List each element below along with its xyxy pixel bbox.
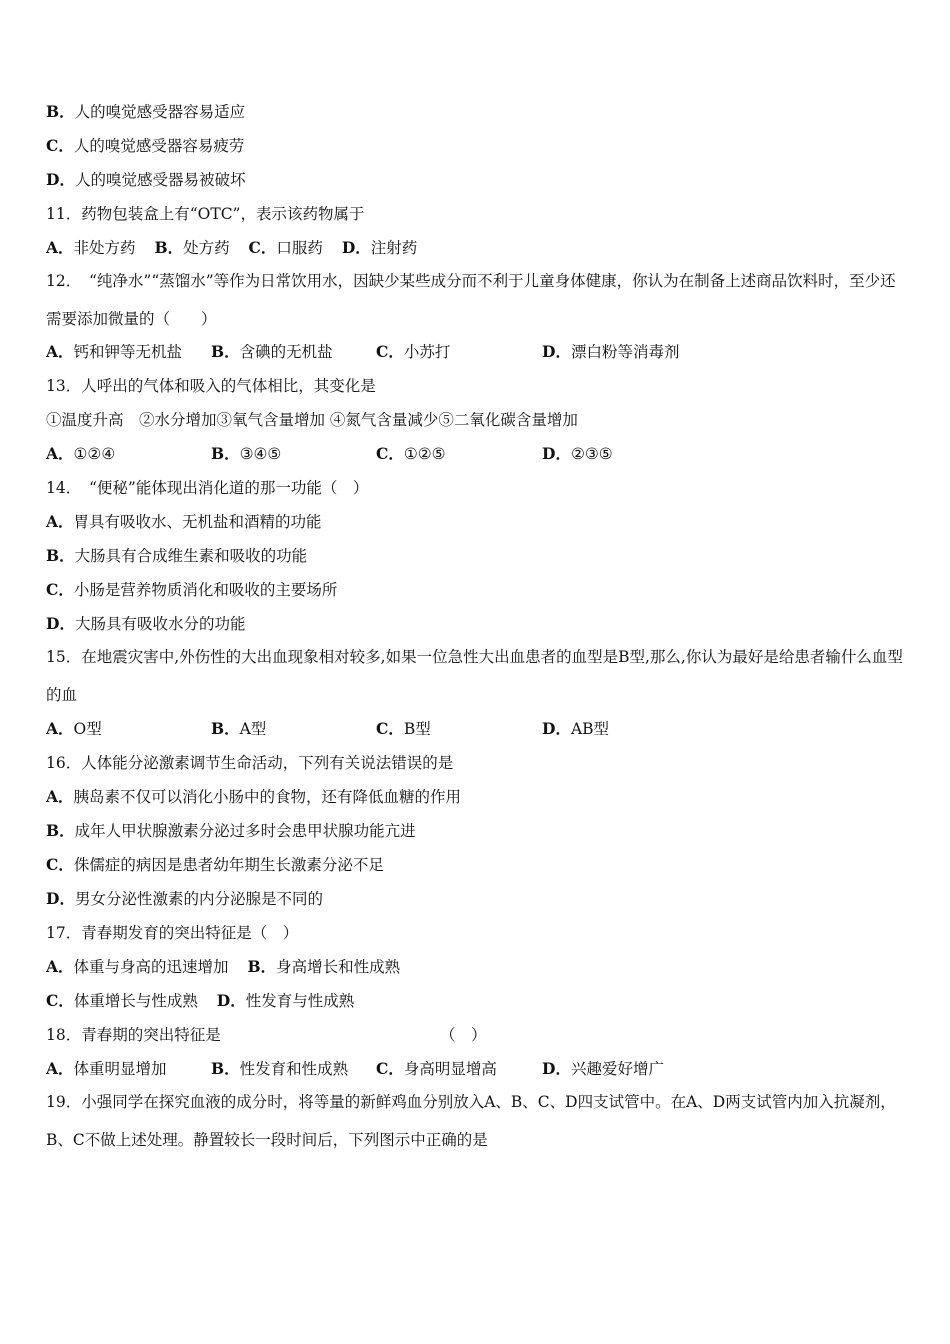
q17-option-b: B．身高增长和性成熟 xyxy=(247,957,401,976)
q12-option-b: B．含碘的无机盐 xyxy=(211,342,333,361)
q15-option-d: D．AB型 xyxy=(542,719,610,738)
q14-option-b: B．大肠具有合成维生素和吸收的功能 xyxy=(46,546,308,565)
question-16: 16．人体能分泌激素调节生命活动，下列有关说法错误的是 xyxy=(46,754,454,772)
q10-option-d: D．人的嗅觉感受器易被破坏 xyxy=(46,170,246,189)
q17-options-ab xyxy=(46,957,400,977)
q13-option-a: A．①②④ xyxy=(46,444,116,463)
q12-option-a: A．钙和钾等无机盐 xyxy=(46,342,183,361)
q16-option-b: B．成年人甲状腺激素分泌过多时会患甲状腺功能亢进 xyxy=(46,821,416,840)
q18-option-b: B．性发育和性成熟 xyxy=(211,1059,349,1078)
question-12: 12． “纯净水”“蒸馏水”等作为日常饮用水，因缺少某些成分而不利于儿童身体健康，你认为在制备上述商品饮料时，至少还需要添加微量的（ ） xyxy=(46,272,896,328)
q15-options xyxy=(46,719,908,739)
q17-option-d: D．性发育与性成熟 xyxy=(216,991,355,1010)
q13-option-d: D．②③⑤ xyxy=(542,444,613,463)
q15-option-a: A．O型 xyxy=(46,719,102,738)
q18-option-a: A．体重明显增加 xyxy=(46,1059,167,1078)
question-18: 18．青春期的突出特征是 （ ） xyxy=(46,1026,487,1044)
q14-option-d: D．大肠具有吸收水分的功能 xyxy=(46,614,246,633)
q17-option-c: C．体重增长与性成熟 xyxy=(46,991,198,1010)
question-13: 13．人呼出的气体和吸入的气体相比，其变化是 xyxy=(46,377,376,395)
question-11: 11．药物包装盒上有“OTC”，表示该药物属于 xyxy=(46,205,365,223)
question-19: 19．小强同学在探究血液的成分时，将等量的新鲜鸡血分别放入A、B、C、D四支试管中。在A、D两支试管内加入抗凝剂，B、C不做上述处理。静置较长一段时间后，下列图示中正确的是 xyxy=(46,1093,896,1149)
q11-option-b: B．处方药 xyxy=(154,238,230,257)
q10-option-c: C．人的嗅觉感受器容易疲劳 xyxy=(46,136,245,155)
q12-option-d: D．漂白粉等消毒剂 xyxy=(542,342,680,361)
q11-option-d: D．注射药 xyxy=(341,238,418,257)
q13-items: ①温度升高 ②水分增加③氧气含量增加 ④氮气含量减少⑤二氧化碳含量增加 xyxy=(46,411,578,429)
q11-options xyxy=(46,238,417,258)
q11-option-a: A．非处方药 xyxy=(46,238,136,257)
question-14: 14． “便秘”能体现出消化道的那一功能（ ） xyxy=(46,479,369,497)
q17-options-cd xyxy=(46,991,354,1011)
q18-answer-paren: （ ） xyxy=(440,1026,487,1044)
q15-option-c: C．B型 xyxy=(376,719,431,738)
q14-option-a: A．胃具有吸收水、无机盐和酒精的功能 xyxy=(46,512,322,531)
q14-option-c: C．小肠是营养物质消化和吸收的主要场所 xyxy=(46,580,338,599)
q11-option-c: C．口服药 xyxy=(248,238,323,257)
q18-options xyxy=(46,1059,908,1079)
question-17: 17．青春期发育的突出特征是（ ） xyxy=(46,924,299,942)
q18-option-c: C．身高明显增高 xyxy=(376,1059,497,1078)
q10-option-b: B．人的嗅觉感受器容易适应 xyxy=(46,102,246,121)
q18-option-d: D．兴趣爱好增广 xyxy=(542,1059,664,1078)
q17-option-a: A．体重与身高的迅速增加 xyxy=(46,957,229,976)
q15-option-b: B．A型 xyxy=(211,719,267,738)
question-15: 15．在地震灾害中,外伤性的大出血现象相对较多,如果一位急性大出血患者的血型是B型,那么,你认为最好是给患者输什么血型的血 xyxy=(46,648,903,704)
q12-option-c: C．小苏打 xyxy=(376,342,451,361)
q16-option-d: D．男女分泌性激素的内分泌腺是不同的 xyxy=(46,889,323,908)
q12-options xyxy=(46,342,908,362)
q16-option-c: C．侏儒症的病因是患者幼年期生长激素分泌不足 xyxy=(46,855,384,874)
q13-options xyxy=(46,444,908,464)
q13-option-b: B．③④⑤ xyxy=(211,444,282,463)
q16-option-a: A．胰岛素不仅可以消化小肠中的食物，还有降低血糖的作用 xyxy=(46,787,462,806)
q13-option-c: C．①②⑤ xyxy=(376,444,446,463)
